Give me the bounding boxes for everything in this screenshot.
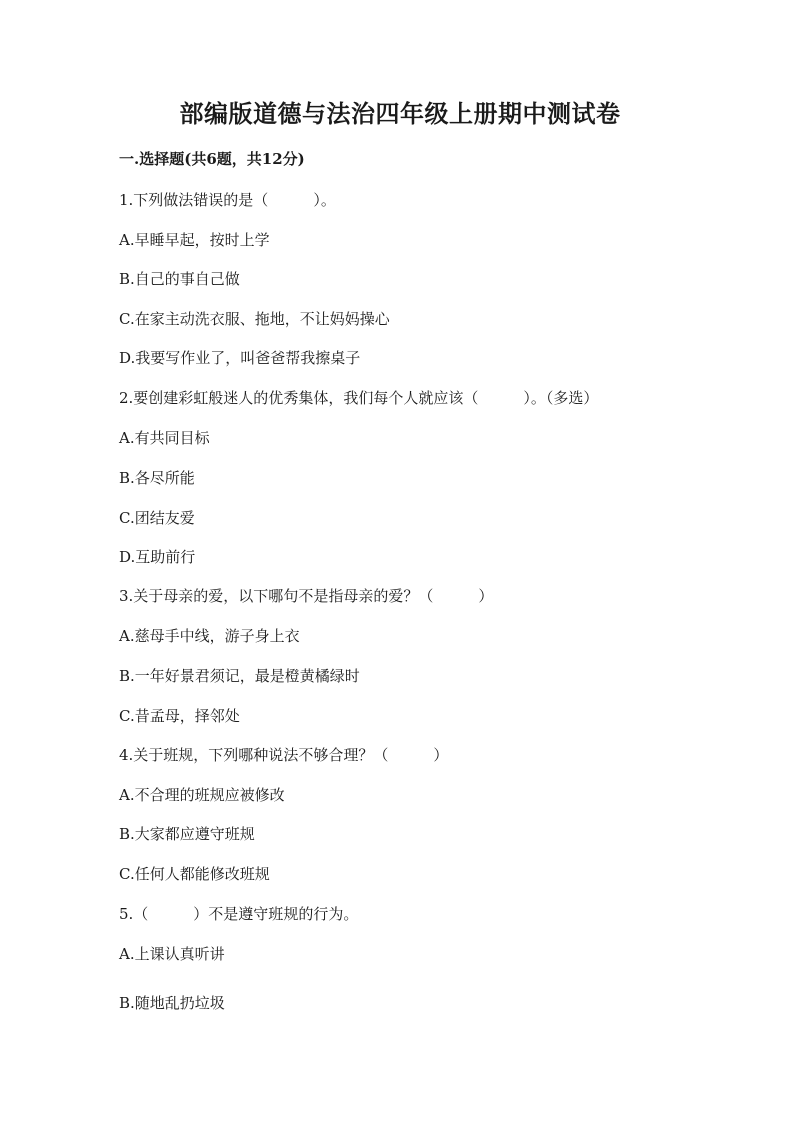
question-5-stem: 5.（ ）不是遵守班规的行为。	[119, 905, 359, 923]
question-2-option-b: B.各尽所能	[119, 469, 195, 487]
question-4-option-a: A.不合理的班规应被修改	[119, 786, 285, 804]
question-3-option-b: B.一年好景君须记，最是橙黄橘绿时	[119, 667, 360, 685]
question-2-option-c: C.团结友爱	[119, 509, 195, 527]
question-3-option-a: A.慈母手中线，游子身上衣	[119, 627, 300, 645]
question-3-stem: 3.关于母亲的爱，以下哪句不是指母亲的爱？（ ）	[119, 587, 494, 605]
question-5-option-b: B.随地乱扔垃圾	[119, 994, 225, 1012]
question-2-option-a: A.有共同目标	[119, 429, 210, 447]
question-2-option-d: D.互助前行	[119, 548, 196, 566]
question-5-option-a: A.上课认真听讲	[119, 945, 225, 963]
question-4-option-c: C.任何人都能修改班规	[119, 865, 270, 883]
question-4-option-b: B.大家都应遵守班规	[119, 825, 255, 843]
question-3-option-c: C.昔孟母，择邻处	[119, 707, 240, 725]
question-1-option-b: B.自己的事自己做	[119, 270, 240, 288]
exam-title: 部编版道德与法治四年级上册期中测试卷	[179, 99, 621, 128]
question-2-stem: 2.要创建彩虹般迷人的优秀集体，我们每个人就应该（ ）。（多选）	[119, 389, 599, 407]
question-4-stem: 4.关于班规，下列哪种说法不够合理？（ ）	[119, 746, 449, 764]
question-1-option-a: A.早睡早起，按时上学	[119, 231, 270, 249]
question-1-option-d: D.我要写作业了，叫爸爸帮我擦桌子	[119, 349, 361, 367]
question-1-option-c: C.在家主动洗衣服、拖地，不让妈妈操心	[119, 310, 390, 328]
question-1-stem: 1.下列做法错误的是（ ）。	[119, 191, 336, 209]
section-heading: 一.选择题(共6题，共12分)	[119, 150, 305, 168]
